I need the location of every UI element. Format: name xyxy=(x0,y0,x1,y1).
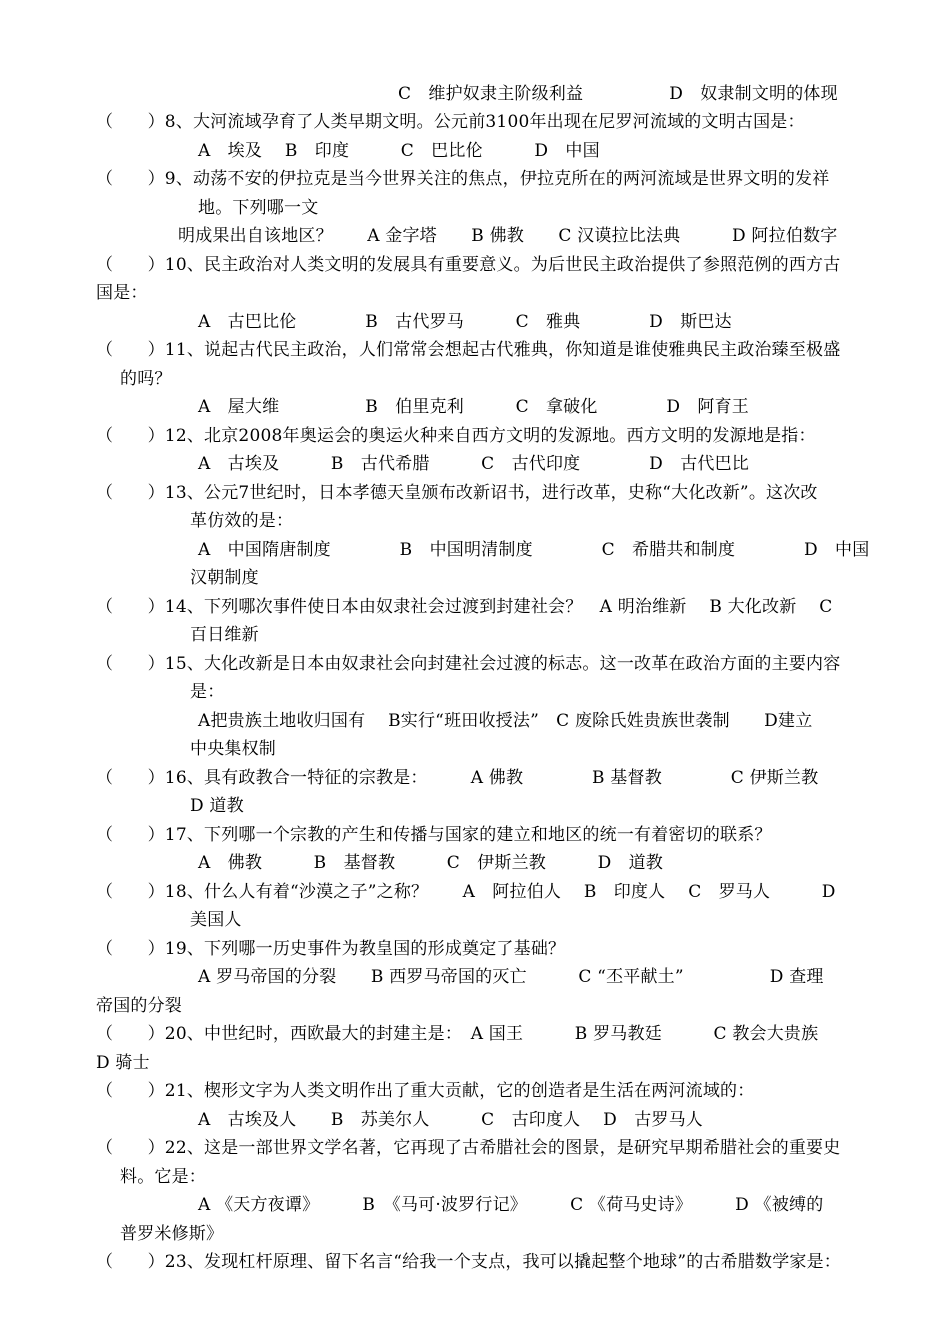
text-line: 普罗米修斯》 xyxy=(120,1224,224,1244)
options-line: A 古巴比伦 B 古代罗马 C 雅典 D 斯巴达 xyxy=(198,312,732,332)
question-line: （ ）19、下列哪一历史事件为教皇国的形成奠定了基础？ xyxy=(96,939,566,959)
text-line: 中央集权制 xyxy=(190,739,276,759)
options-line: A 中国隋唐制度 B 中国明清制度 C 希腊共和制度 D 中国 xyxy=(198,540,870,560)
question-line: （ ）17、下列哪一个宗教的产生和传播与国家的建立和地区的统一有着密切的联系？ xyxy=(96,825,772,845)
question-line: （ ）15、大化改新是日本由奴隶社会向封建社会过渡的标志。这一改革在政治方面的主要内容 xyxy=(96,654,841,674)
text-line: D 道教 xyxy=(190,796,244,816)
question-line: （ ）23、发现杠杆原理、留下名言“给我一个支点，我可以撬起整个地球”的古希腊数学家是： xyxy=(96,1252,842,1272)
options-line: A把贵族土地收归国有 B实行“班田收授法” C 废除氏姓贵族世袭制 D建立 xyxy=(198,711,813,731)
question-line: （ ）8、大河流域孕育了人类早期文明。公元前3100年出现在尼罗河流域的文明古国是： xyxy=(96,112,805,132)
text-line: 百日维新 xyxy=(190,625,259,645)
text-line: 料。它是： xyxy=(120,1167,206,1187)
text-line: C 维护奴隶主阶级利益 D 奴隶制文明的体现 xyxy=(398,84,838,104)
question-line: （ ）20、中世纪时，西欧最大的封建主是： A 国王 B 罗马教廷 C 教会大贵族 xyxy=(96,1024,819,1044)
text-line: 的吗？ xyxy=(120,369,172,389)
options-line: A 古埃及 B 古代希腊 C 古代印度 D 古代巴比 xyxy=(198,454,750,474)
question-line: （ ）13、公元7世纪时，日本孝德天皇颁布改新诏书，进行改革，史称“大化改新”。这次改 xyxy=(96,483,818,503)
text-line: 汉朝制度 xyxy=(190,568,259,588)
question-line: （ ）12、北京2008年奥运会的奥运火种来自西方文明的发源地。西方文明的发源地是指： xyxy=(96,426,816,446)
text-line: D 骑士 xyxy=(96,1053,150,1073)
text-line: 帝国的分裂 xyxy=(96,996,182,1016)
question-line: （ ）21、楔形文字为人类文明作出了重大贡献，它的创造者是生活在两河流域的： xyxy=(96,1081,755,1101)
question-line: （ ）22、这是一部世界文学名著，它再现了古希腊社会的图景，是研究早期希腊社会的重要史 xyxy=(96,1138,841,1158)
options-line: A 屋大维 B 伯里克利 C 拿破化 D 阿育王 xyxy=(198,397,750,417)
options-line: A 佛教 B 基督教 C 伊斯兰教 D 道教 xyxy=(198,853,664,873)
text-line: 是： xyxy=(190,682,225,702)
options-line: A 古埃及人 B 苏美尔人 C 古印度人 D 古罗马人 xyxy=(198,1110,704,1130)
question-line: （ ）14、下列哪次事件使日本由奴隶社会过渡到封建社会？ A 明治维新 B 大化改新 C xyxy=(96,597,833,617)
text-line: 革仿效的是： xyxy=(190,511,294,531)
options-line: A 《天方夜谭》 B 《马可·波罗行记》 C 《荷马史诗》 D 《被缚的 xyxy=(198,1195,824,1215)
question-line: （ ）9、动荡不安的伊拉克是当今世界关注的焦点，伊拉克所在的两河流域是世界文明的发祥 xyxy=(96,169,830,189)
question-line: （ ）16、具有政教合一特征的宗教是： A 佛教 B 基督教 C 伊斯兰教 xyxy=(96,768,819,788)
options-line: 明成果出自该地区？ A 金字塔 B 佛教 C 汉谟拉比法典 D 阿拉伯数字 xyxy=(178,226,838,246)
question-line: （ ）11、说起古代民主政治，人们常常会想起古代雅典，你知道是谁使雅典民主政治臻至极盛 xyxy=(96,340,841,360)
text-line: 地。下列哪一文 xyxy=(198,198,319,218)
text-line: 美国人 xyxy=(190,910,242,930)
text-line: 国是： xyxy=(96,283,148,303)
question-line: （ ）10、民主政治对人类文明的发展具有重要意义。为后世民主政治提供了参照范例的西方古 xyxy=(96,255,841,275)
options-line: A 罗马帝国的分裂 B 西罗马帝国的灭亡 C “丕平献土” D 查理 xyxy=(198,967,824,987)
options-line: A 埃及 B 印度 C 巴比伦 D 中国 xyxy=(198,141,600,161)
question-line: （ ）18、什么人有着“沙漠之子”之称？ A 阿拉伯人 B 印度人 C 罗马人 D xyxy=(96,882,836,902)
